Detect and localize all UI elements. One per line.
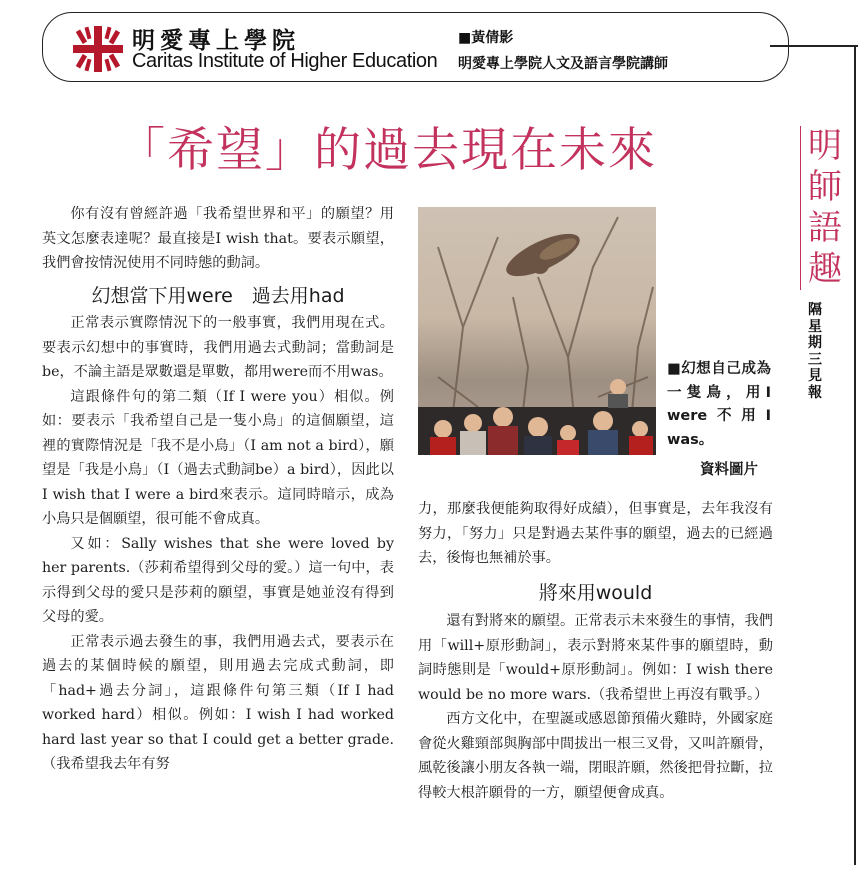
subheading-would: 將來用would bbox=[538, 581, 653, 604]
photo-caption: ■幻想自己成為一隻鳥，用I were不用I was。 bbox=[667, 361, 771, 448]
caritas-logo-icon bbox=[70, 24, 126, 74]
paragraph: 還有對將來的願望。正常表示未來發生的事情，我們用「will+原形動詞」，表示對將來某件事的願望時，動詞時態則是「would+原形動詞」。例如：I wish there would be no more wars.（我希望世上再沒有戰爭。） bbox=[418, 613, 773, 703]
column-schedule: 隔星期三見報 bbox=[808, 302, 822, 401]
subheading-were-had: 幻想當下用were 過去用had bbox=[91, 284, 345, 307]
left-column bbox=[42, 202, 394, 777]
author-name: ■黃倩影 bbox=[458, 30, 514, 46]
paragraph: 力，那麼我便能夠取得好成績），但事實是，去年我沒有努力，「努力」只是對過去某件事的願望，過去的已經過去，後悔也無補於事。 bbox=[418, 501, 773, 566]
institute-name-zh: 明愛專上學院 bbox=[132, 27, 300, 54]
intro-paragraph: 你有沒有曾經許過「我希望世界和平」的願望？用英文怎麼表達呢？最直接是I wish that。要表示願望，我們會按情況使用不同時態的動詞。 bbox=[42, 206, 394, 271]
author-title: 明愛專上學院人文及語言學院講師 bbox=[458, 56, 668, 72]
right-column-rule bbox=[854, 45, 856, 865]
column-name: 明師語趣 bbox=[800, 126, 845, 290]
paragraph: 又如：Sally wishes that she were loved by her parents.（莎莉希望得到父母的愛。）這一句中，表示得到父母的愛只是莎莉的願望，事實是她並沒有得到父母的愛。 bbox=[42, 535, 394, 625]
owl-photo-illustration bbox=[418, 207, 656, 455]
photo-source: 資料圖片 bbox=[700, 462, 758, 478]
owl-photo bbox=[418, 207, 656, 455]
paragraph: 正常表示過去發生的事，我們用過去式，要表示在過去的某個時候的願望，則用過去完成式動詞，即「had+過去分詞」，這跟條件句第三類（If I had worked hard）相似。例如：I wish I had worked hard last year so that I could get a better grade.（我希望我去年有努 bbox=[42, 633, 394, 772]
header-rule bbox=[770, 45, 858, 47]
article-title: 「希望」的過去現在未來 bbox=[118, 123, 657, 178]
paragraph: 這跟條件句的第二類（If I were you）相似。例如：要表示「我希望自己是一隻小鳥」的這個願望，這裡的實際情況是「我不是小鳥」（I am not a bird），願望是「我是小鳥」（I（過去式動詞be）a bird），因此以I wish that I were a bird來表示。這同時暗示，成為小鳥只是個願望，很可能不會成真。 bbox=[42, 388, 394, 527]
paragraph: 正常表示實際情況下的一般事實，我們用現在式。要表示幻想中的事實時，我們用過去式動詞；當動詞是be，不論主語是眾數還是單數，都用were而不用was。 bbox=[42, 315, 394, 380]
right-column bbox=[418, 497, 773, 805]
institute-name-en: Caritas Institute of Higher Education bbox=[132, 50, 438, 72]
paragraph: 西方文化中，在聖誕或感恩節預備火雞時，外國家庭會從火雞頸部與胸部中間拔出一根三叉骨，又叫許願骨，風乾後讓小朋友各執一端，閉眼許願，然後把骨拉斷，拉得較大根許願骨的一方，願望便會成真。 bbox=[418, 711, 773, 801]
